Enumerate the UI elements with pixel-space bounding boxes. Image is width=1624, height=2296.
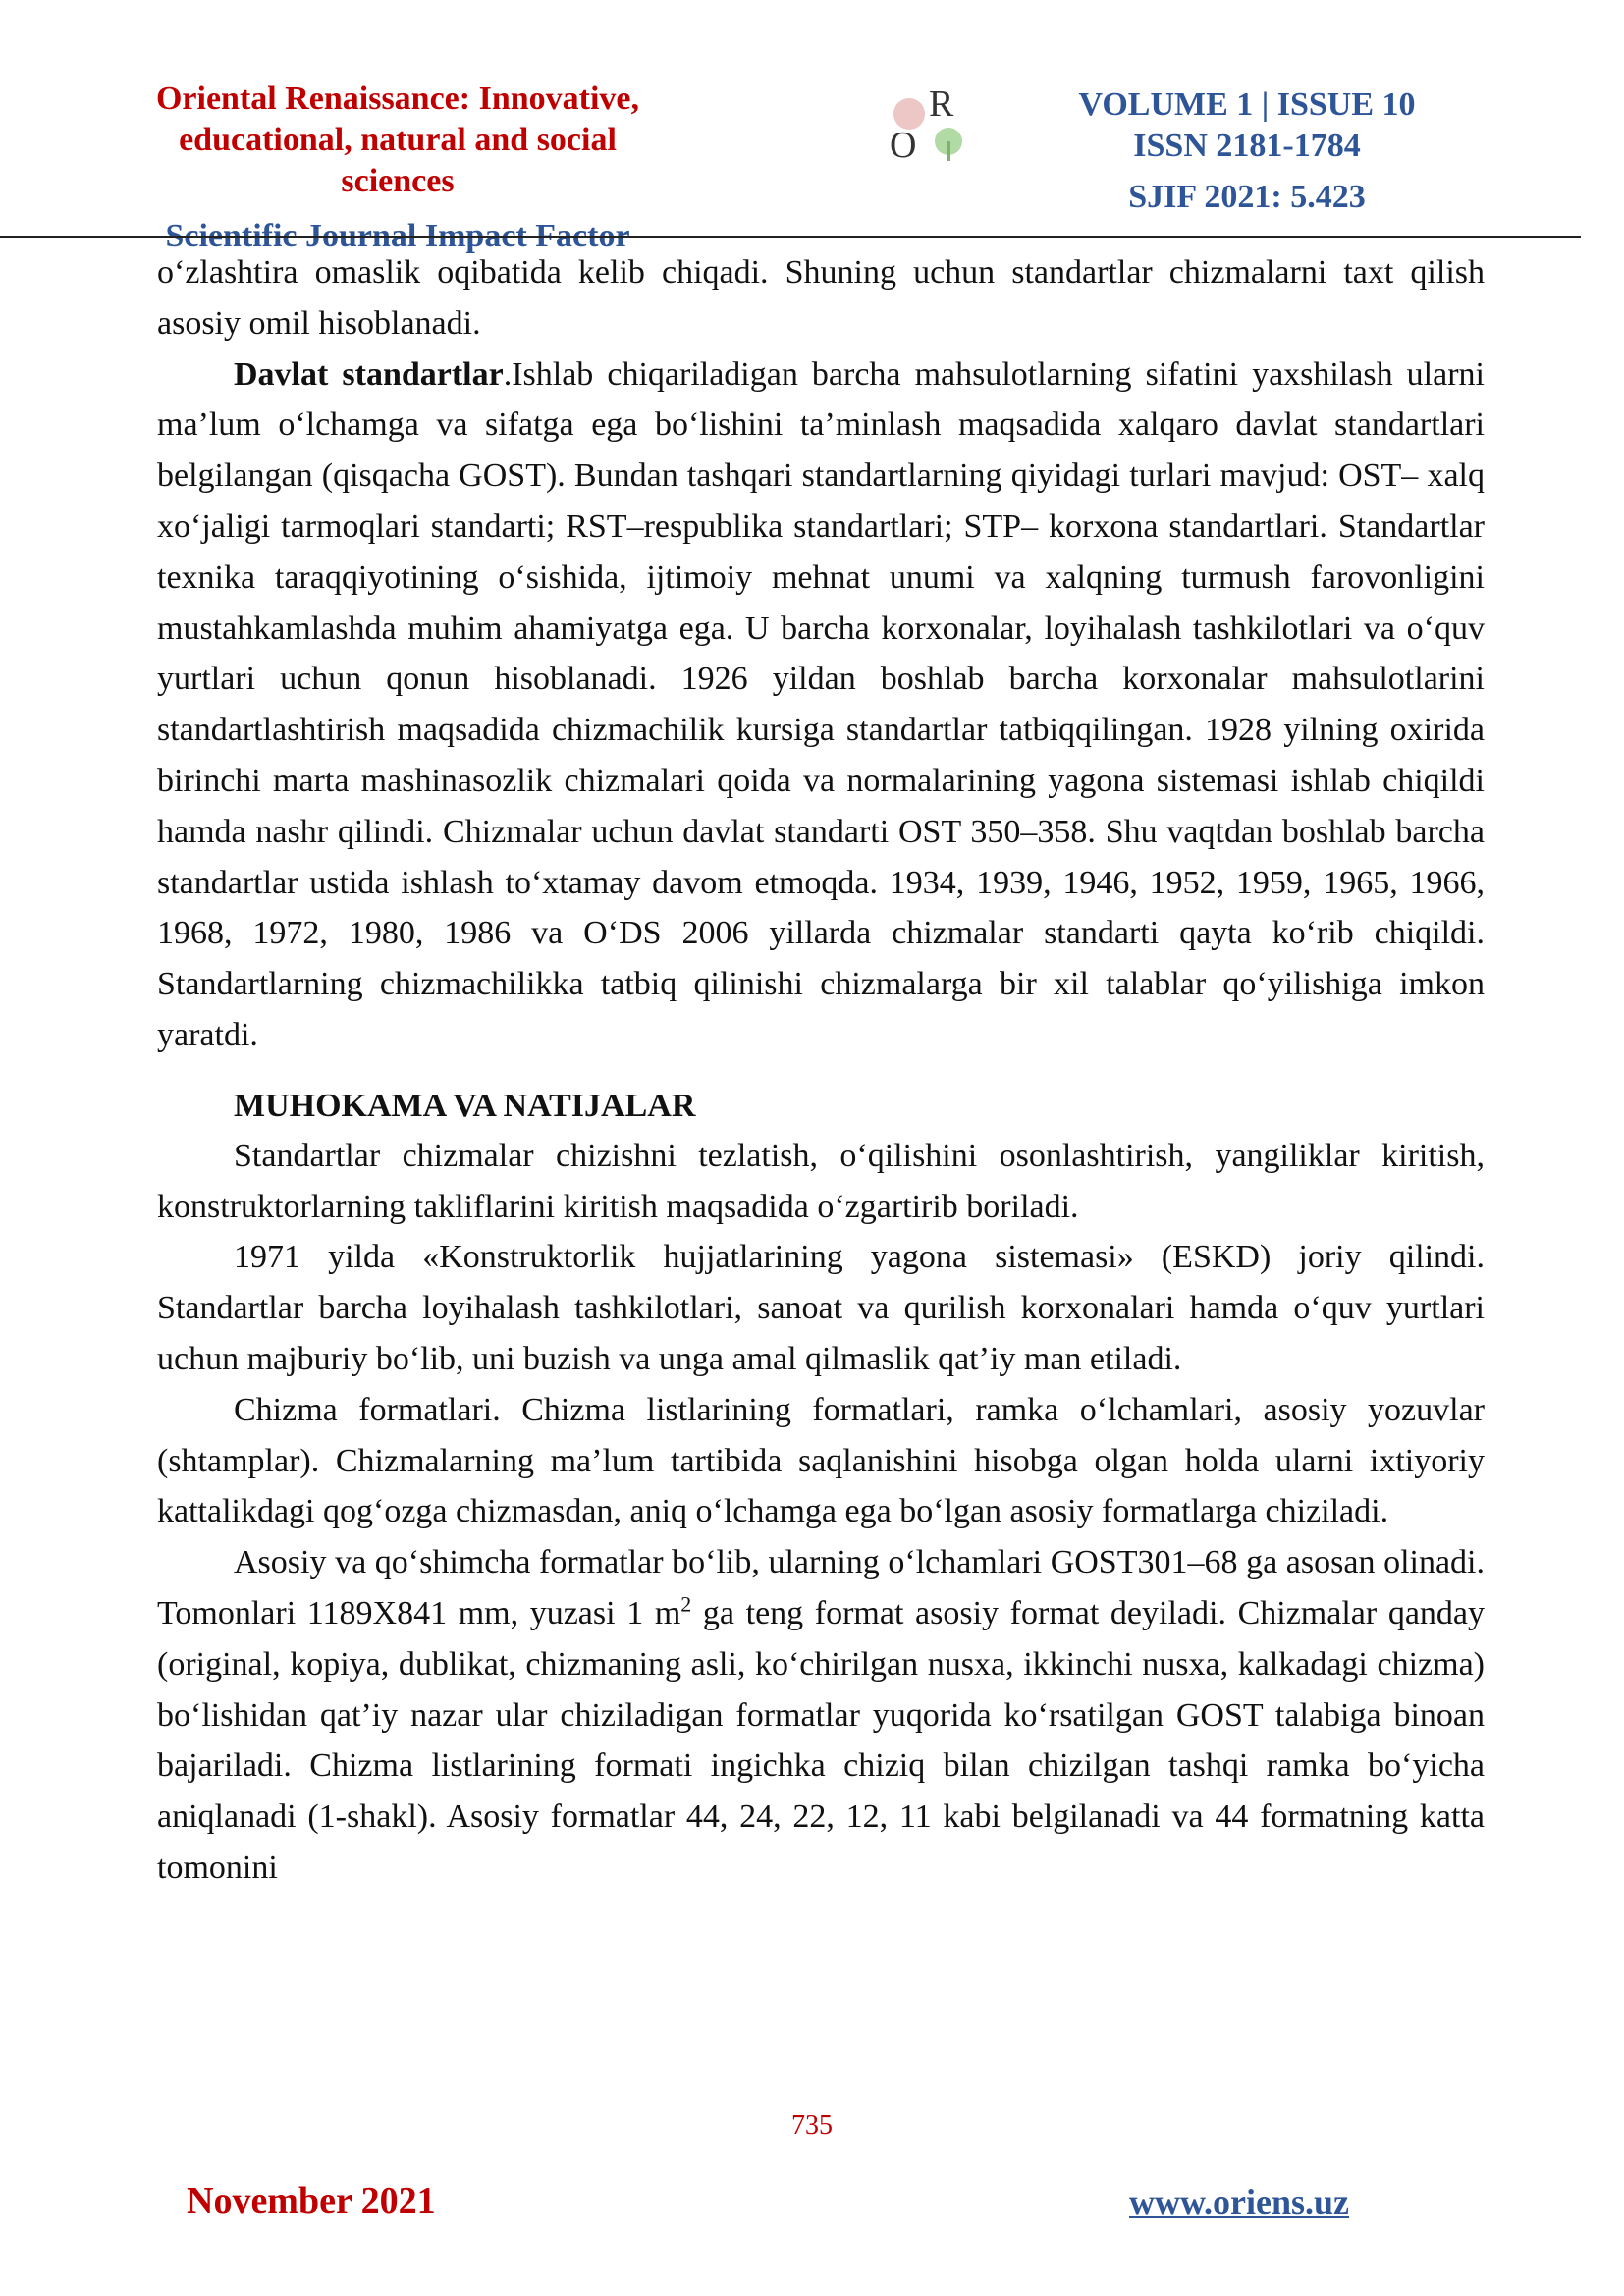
state-standards-term: Davlat standartlar <box>234 355 504 393</box>
section-heading: MUHOKAMA VA NATIJALAR <box>234 1087 696 1124</box>
paragraph-discussion: Standartlar chizmalar chizishni tezlatish, o‘qilishini osonlashtirish, yangiliklar kiritish, konstruktorlarning takliflarini kiritish maqsadida o‘zgartirib boriladi. <box>157 1137 1485 1225</box>
volume-issue: VOLUME 1 | ISSUE 10 <box>1078 86 1416 123</box>
journal-title-line2: educational, natural and social sciences <box>179 122 617 199</box>
paragraph-eskd: 1971 yilda «Konstruktorlik hujjatlarining yagona sistemasi» (ESKD) joriy qilindi. Standartlar barcha loyihalash tashkilotlari, sanoat va qurilish korxonalari hamda o‘quv yurtlari uchun majburiy bo‘lib, uni buzish va unga amal qilmaslik qat’iy man etiladi. <box>157 1239 1485 1377</box>
paragraph-continuation: o‘zlashtira omaslik oqibatida kelib chiqadi. Shuning uchun standartlar chizmalarni taxt qilish asosiy omil hisoblanadi. <box>157 254 1485 342</box>
paragraph-formats: Chizma formatlari. Chizma listlarining formatlari, ramka o‘lchamlari, asosiy yozuvlar (shtamplar). Chizmalarning ma’lum tartibida saqlanishini hisobga olgan holda ularni ixtiyoriy kattalikdagi qog‘ozga chizmasdan, aniq o‘lchamga ega bo‘lgan asosiy formatlarga chiziladi. <box>157 1391 1485 1530</box>
paragraph-main-formats <box>157 1537 1485 1894</box>
article-body <box>157 247 1485 1894</box>
main-formats-text-b: ga teng format asosiy format deyiladi. Chizmalar qanday (original, kopiya, dublikat, chizmaning asli, ko‘chirilgan nusxa, ikkinchi nusxa, kalkadagi chizma) bo‘lishidan qat’iy nazar ular chiziladigan formatlar yuqorida ko‘rsatilgan GOST talabiga binoan bajariladi. Chizma listlarining formati ingichka chiziq bilan chizilgan tashqi ramka bo‘yicha aniqlanadi (1-shakl). Asosiy formatlar 44, 24, 22, 12, 11 kabi belgilanadi va 44 formatning katta tomonini <box>157 1594 1485 1886</box>
page-header <box>0 0 1624 254</box>
journal-title-block <box>137 79 658 257</box>
logo-letter-o: O <box>890 125 917 166</box>
impact-factor-label: Scientific Journal Impact Factor <box>165 218 630 254</box>
footer-date: November 2021 <box>187 2180 436 2221</box>
journal-logo <box>864 77 982 175</box>
superscript: 2 <box>680 1591 692 1617</box>
sjif-factor: SJIF 2021: 5.423 <box>1128 179 1366 215</box>
issue-info-block <box>1060 84 1434 218</box>
issn: ISSN 2181-1784 <box>1133 128 1361 164</box>
page-number: 735 <box>791 2110 833 2141</box>
footer-website-link[interactable]: www.oriens.uz <box>1129 2182 1349 2221</box>
main-formats-text-a: Asosiy va qo‘shimcha formatlar bo‘lib, ularning o‘lchamlari GOST301–68 ga asosan olinadi. Tomonlari 1189X841 mm, yuzasi 1 m <box>157 1544 1485 1631</box>
paragraph-state-standards <box>157 349 1485 1061</box>
state-standards-text: .Ishlab chiqariladigan barcha mahsulotlarning sifatini yaxshilash ularni ma’lum o‘lchamga va sifatga ega bo‘lishini ta’minlash maqsadida xalqaro davlat standartlari belgilangan (qisqacha GOST). Bundan tashqari standartlarning qiyidagi turlari mavjud: OST– xalq xo‘jaligi tarmoqlari standarti; RST–respublika standartlari; STP– korxona standartlari. Standartlar texnika taraqqiyotining o‘sishida, ijtimoiy mehnat unumi va xalqning turmush farovonligini mustahkamlashda muhim ahamiyatga ega. U barcha korxonalar, loyihalash tashkilotlari va o‘quv yurtlari uchun qonun hisoblanadi. 1926 yildan boshlab barcha korxonalar mahsulotlarini standartlashtirish maqsadida chizmachilik kursiga standartlar tatbiqqilingan. 1928 yilning oxirida birinchi marta mashinasozlik chizmalari qoida va normalarining yagona sistemasi ishlab chiqildi hamda nashr qilindi. Chizmalar uchun davlat standarti OST 350–358. Shu vaqtdan boshlab barcha standartlar ustida ishlash to‘xtamay davom etmoqda. 1934, 1939, 1946, 1952, 1959, 1965, 1966, 1968, 1972, 1980, 1986 va O‘DS 2006 yillarda chizmalar standarti qayta ko‘rib chiqildi. Standartlarning chizmachilikka tatbiq qilinishi chizmalarga bir xil talablar qo‘yilishiga imkon yaratdi. <box>157 355 1485 1053</box>
header-divider <box>0 236 1581 238</box>
journal-title-line1: Oriental Renaissance: Innovative, <box>155 80 640 117</box>
logo-letter-r: R <box>929 83 954 125</box>
